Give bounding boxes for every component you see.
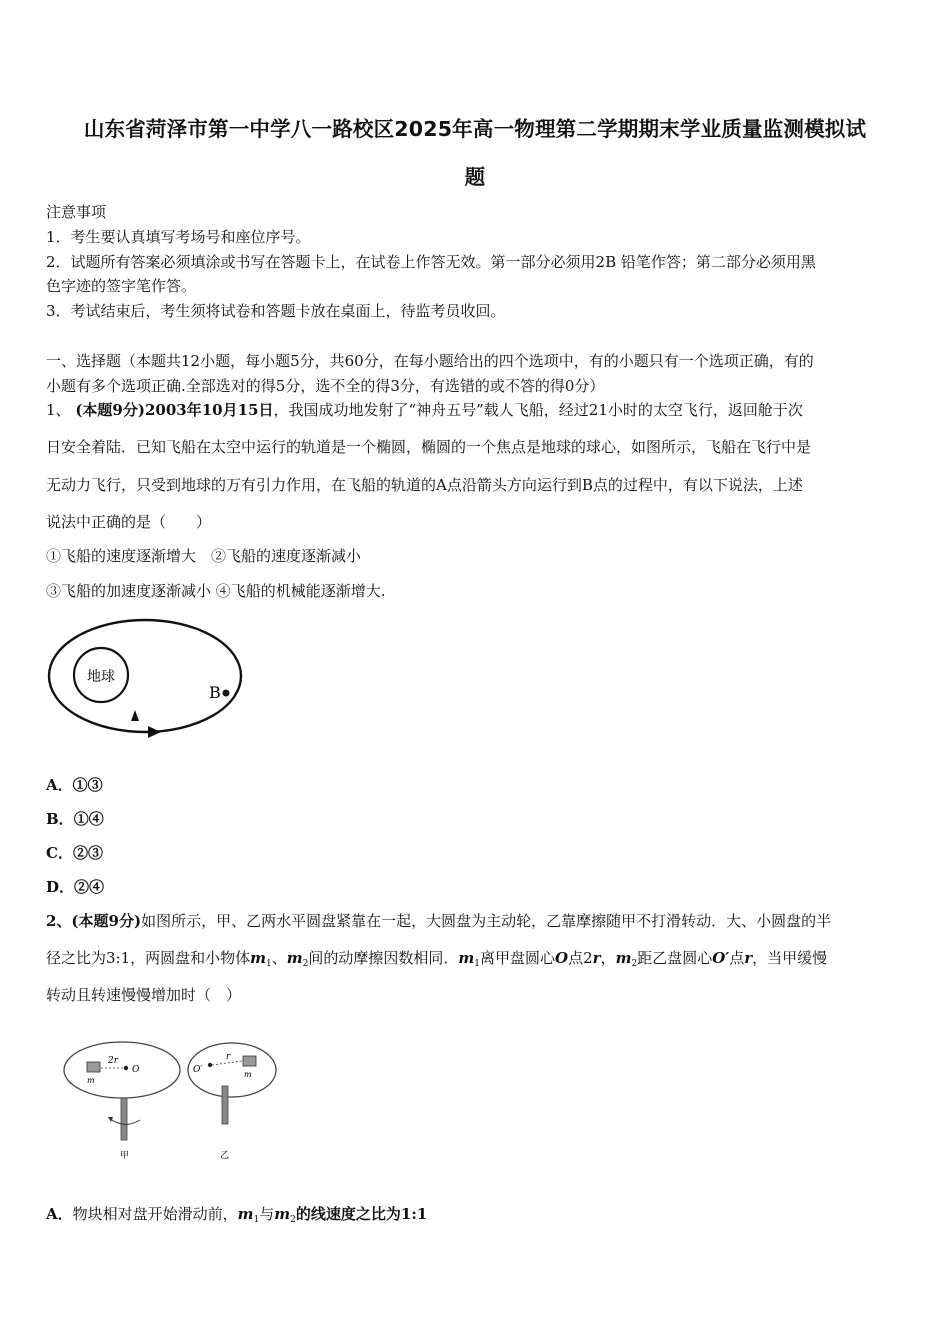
q1-number: 1、 <box>46 401 71 419</box>
label-jia: 甲 <box>120 1151 130 1161</box>
label-m2: m <box>244 1070 252 1079</box>
earth-label: 地球 <box>87 669 115 685</box>
orbit-figure <box>46 614 246 744</box>
label-m1: m <box>87 1076 95 1085</box>
q1-option-a: A．①③ <box>46 776 103 794</box>
q2-line-3: 转动且转速慢慢增加时（ ） <box>46 986 242 1004</box>
q1-score: (本题9分)2003年10月15日 <box>75 401 274 419</box>
rotation-arrowhead-icon <box>108 1117 113 1122</box>
axle-jia <box>121 1098 127 1140</box>
q1-option-c: C．②③ <box>46 844 103 862</box>
label-r: r <box>226 1052 231 1062</box>
q1-statements-2: ③飞船的加速度逐渐减小 ④飞船的机械能逐渐增大. <box>46 582 386 600</box>
notes-item-1: 1．考生要认真填写考场号和座位序号。 <box>46 228 311 246</box>
direction-arrow-icon <box>148 726 161 738</box>
notes-heading: 注意事项 <box>46 203 107 221</box>
q1-option-d: D．②④ <box>46 878 105 896</box>
center-o-dot <box>124 1066 128 1070</box>
block-m1 <box>87 1062 100 1072</box>
notes-item-3: 3．考试结束后，考生须将试卷和答题卡放在桌面上，待监考员收回。 <box>46 302 506 320</box>
q2-line-1: 2、(本题9分)如图所示，甲、乙两水平圆盘紧靠在一起，大圆盘为主动轮，乙靠摩擦随甲不打滑转动．大、小圆盘的半 <box>46 912 832 930</box>
two-disks-figure <box>60 1030 280 1165</box>
exam-title-line2: 题 <box>464 165 486 189</box>
label-oprime: O′ <box>193 1065 203 1075</box>
q1-line-1 <box>46 399 803 421</box>
point-b-dot <box>223 690 230 697</box>
section-instructions-2: 小题有多个选项正确.全部选对的得5分，选不全的得3分，有选错的或不答的得0分） <box>46 377 605 395</box>
disk-jia <box>64 1042 180 1098</box>
q1-statements-1: ①飞船的速度逐渐增大 ②飞船的速度逐渐减小 <box>46 547 362 565</box>
label-yi: 乙 <box>220 1151 230 1161</box>
point-b-label: B <box>209 683 221 702</box>
q2-option-a: A．物块相对盘开始滑动前，$m_1$与$m_2$的线速度之比为1:1 <box>46 1205 428 1225</box>
q2-score: 2、(本题9分) <box>46 912 142 930</box>
block-m2 <box>243 1056 256 1066</box>
q1-line-2: 日安全着陆．已知飞船在太空中运行的轨道是一个椭圆，椭圆的一个焦点是地球的球心，如图所示，飞船在飞行中是 <box>46 438 812 456</box>
exam-title-line1: 山东省菏泽市第一中学八一路校区2025年高一物理第二学期期末学业质量监测模拟试 <box>83 117 867 141</box>
section-instructions-1: 一、选择题（本题共12小题，每小题5分，共60分，在每小题给出的四个选项中，有的小题只有一个选项正确，有的 <box>46 352 814 370</box>
q1-option-b: B．①④ <box>46 810 104 828</box>
notes-item-2b: 色字迹的签字笔作答。 <box>46 277 197 295</box>
label-2r: 2r <box>108 1056 119 1066</box>
q2-line-2: 径之比为3:1，两圆盘和小物体$m_1$、$m_2$间的动摩擦因数相同．$m_1$离甲盘圆心O点2r，$m_2$距乙盘圆心O′点r，当甲缓慢 <box>46 949 828 969</box>
q1-line-1-rest: ，我国成功地发射了“神舟五号”载人飞船，经过21小时的太空飞行，返回舱于次 <box>273 401 803 419</box>
spacecraft-icon <box>131 710 139 721</box>
elliptical-orbit <box>49 620 241 732</box>
label-o: O <box>132 1065 140 1075</box>
center-oprime-dot <box>208 1063 212 1067</box>
axle-yi <box>222 1086 228 1124</box>
notes-item-2a: 2．试题所有答案必须填涂或书写在答题卡上，在试卷上作答无效。第一部分必须用2B 铅笔作答；第二部分必须用黑 <box>46 253 816 271</box>
q1-line-3: 无动力飞行，只受到地球的万有引力作用，在飞船的轨道的A点沿箭头方向运行到B点的过程中，有以下说法，上述 <box>46 476 803 494</box>
q1-line-4: 说法中正确的是（ ） <box>46 513 212 531</box>
